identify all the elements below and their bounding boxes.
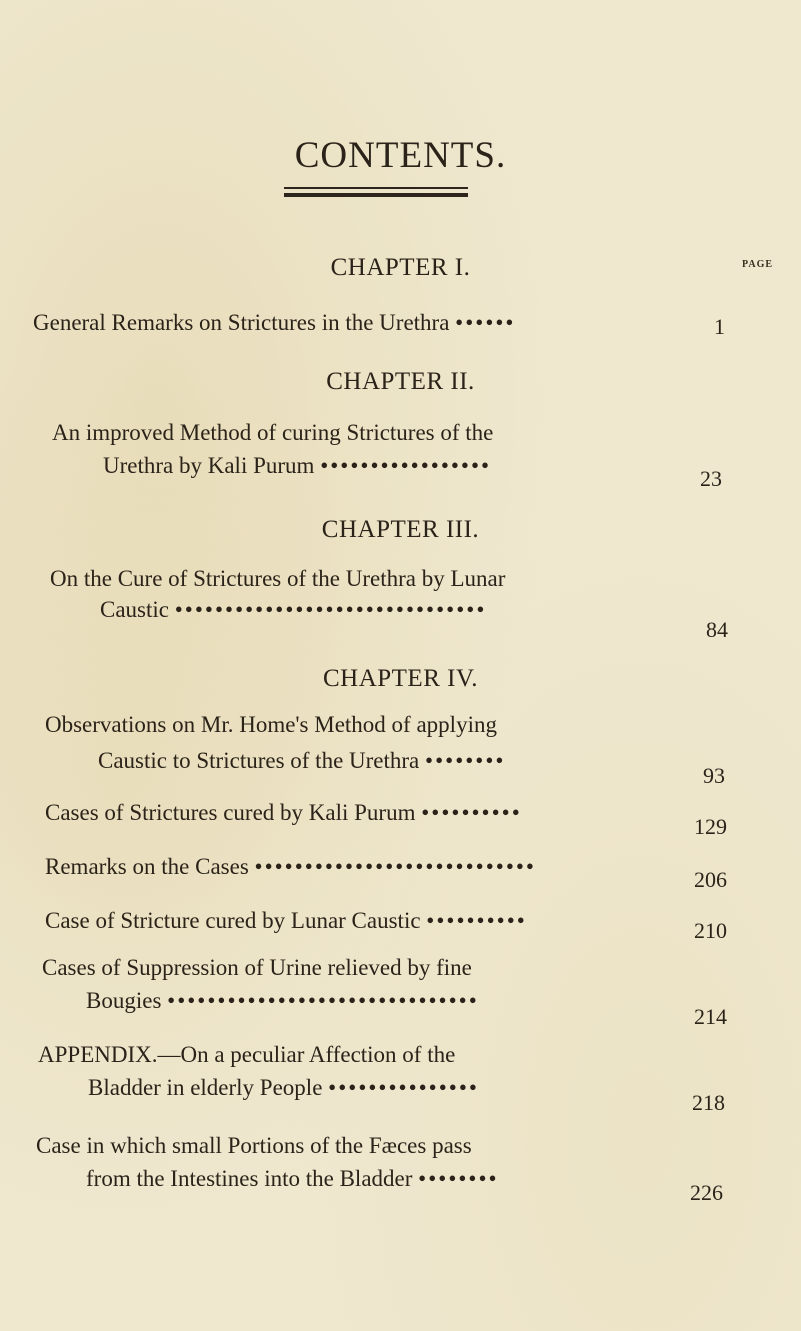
dot-leader: •••••••• <box>425 748 506 773</box>
entry-text: Caustic to Strictures of the Urethra <box>98 748 420 773</box>
dot-leader: •••••••••••••••••••••••••••• <box>254 854 536 879</box>
chapter-heading-2: CHAPTER II. <box>326 368 475 395</box>
page-number: 214 <box>694 1004 727 1029</box>
entry-text: An improved Method of curing Strictures of the <box>52 420 494 445</box>
dot-leader: ••••••••••••••• <box>328 1075 479 1100</box>
entry-text: Bladder in elderly People <box>88 1075 323 1100</box>
dot-leader: ••••••••••••••••• <box>320 453 492 478</box>
chapter-heading-1: CHAPTER I. <box>330 254 471 281</box>
dot-leader: •••••••••• <box>426 908 527 933</box>
entry-text: Caustic <box>100 597 169 622</box>
entry-text: Cases of Suppression of Urine relieved by fine <box>42 955 472 980</box>
page-number: 218 <box>692 1090 725 1115</box>
entry-text: Cases of Strictures cured by Kali Purum <box>45 800 416 825</box>
page-column-label: PAGE <box>742 259 774 270</box>
title-rule-thin <box>284 187 468 189</box>
dot-leader: •••••••• <box>418 1166 499 1191</box>
page-number: 1 <box>714 314 725 339</box>
page-number: 84 <box>706 617 728 642</box>
dot-leader: ••••••••••••••••••••••••••••••• <box>167 988 479 1013</box>
page-number: 23 <box>700 466 722 491</box>
page-title: CONTENTS. <box>294 135 507 176</box>
dot-leader: •••••• <box>455 310 516 335</box>
dot-leader: •••••••••• <box>421 800 522 825</box>
entry-text: Remarks on the Cases <box>45 854 249 879</box>
chapter-heading-3: CHAPTER III. <box>321 516 480 543</box>
entry-text: from the Intestines into the Bladder <box>86 1166 413 1191</box>
entry-text: Case of Stricture cured by Lunar Caustic <box>45 908 421 933</box>
page-number: 206 <box>694 867 727 892</box>
entry-text: Bougies <box>86 988 162 1013</box>
title-rule-thick <box>284 193 468 197</box>
entry-text: General Remarks on Strictures in the Urethra <box>33 310 450 335</box>
entry-text: APPENDIX.—On a peculiar Affection of the <box>38 1042 456 1067</box>
page-number: 210 <box>694 918 727 943</box>
entry-text: On the Cure of Strictures of the Urethra by Lunar <box>50 566 506 591</box>
chapter-heading-4: CHAPTER IV. <box>322 665 479 692</box>
page-number: 93 <box>703 763 725 788</box>
entry-text: Case in which small Portions of the Fæces pass <box>36 1133 472 1158</box>
entry-text: Observations on Mr. Home's Method of applying <box>45 712 497 737</box>
dot-leader: ••••••••••••••••••••••••••••••• <box>174 597 487 622</box>
page-number: 129 <box>694 814 727 839</box>
entry-text: Urethra by Kali Purum <box>103 453 315 478</box>
page-number: 226 <box>690 1180 723 1205</box>
